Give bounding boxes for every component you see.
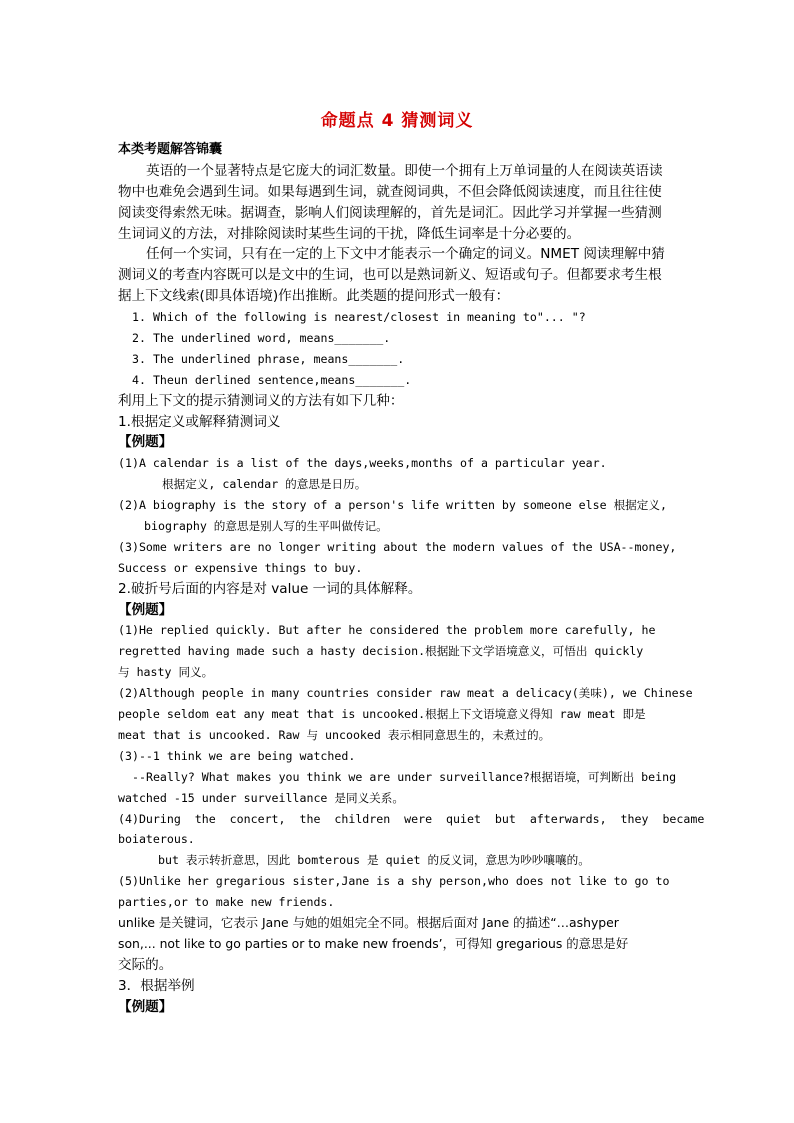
example-line: but 表示转折意思，因此 bomterous 是 quiet 的反义词，意思为吵吵嚷嚷的。 <box>158 853 590 868</box>
example-line: 根据定义, calendar 的意思是日历。 <box>162 477 367 492</box>
example-line: meat that is uncooked. Raw 与 uncooked 表示相同意思生的，未煮过的。 <box>118 727 551 742</box>
example-line: biography 的意思是别人写的生平叫做传记。 <box>144 519 388 534</box>
intro-line: 英语的一个显著特点是它庞大的词汇数量。即使一个拥有上万单词量的人在阅读英语读 <box>146 162 663 179</box>
example-line: (4)During the concert, the children were quiet but afterwards, they became <box>118 811 705 826</box>
intro-line: 据上下文线索(即具体语境)作出推断。此类题的提问形式一般有： <box>118 288 510 305</box>
example-line: (2)A biography is the story of a person's life written by someone else 根据定义, <box>118 498 667 513</box>
document-body <box>118 140 710 1017</box>
example-line: regretted having made such a hasty decision.根据趾下文学语境意义，可悟出 quickly <box>118 644 644 659</box>
method-1-title: 1.根据定义或解释猜测词义 <box>118 413 281 430</box>
example-line: (1)A calendar is a list of the days,weeks,months of a particular year. <box>118 456 607 471</box>
example-line: (5)Unlike her gregarious sister,Jane is a shy person,who does not like to go to <box>118 874 670 889</box>
example-label: 【例题】 <box>118 998 173 1015</box>
example-line: unlike 是关键词，它表示 Jane 与她的姐姐完全不同。根据后面对 Jane 的描述“…ashyper <box>118 914 619 930</box>
question-form: 2. The underlined word, means_______. <box>132 331 391 346</box>
example-line: (2)Although people in many countries consider raw meat a delicacy(美味), we Chinese <box>118 686 693 701</box>
intro-line: 生词词义的方法，对排除阅读时某些生词的干扰，降低生词率是十分必要的。 <box>118 225 581 242</box>
example-line: 与 hasty 同义。 <box>118 665 214 680</box>
example-line: --Really? What makes you think we are under surveillance?根据语境，可判断出 being <box>132 769 677 784</box>
example-line: 交际的。 <box>118 956 173 973</box>
intro-line: 阅读变得索然无味。据调查，影响人们阅读理解的，首先是词汇。因此学习并掌握一些猜测 <box>118 204 662 221</box>
example-line: Success or expensive things to buy. <box>118 560 363 575</box>
example-line: boiaterous. <box>118 832 195 847</box>
page-title: 命题点 4 猜测词义 <box>320 111 474 131</box>
method-2-title: 2.破折号后面的内容是对 value 一词的具体解释。 <box>118 580 422 597</box>
example-line: son,... not like to go parties or to make new froends’，可得知 gregarious 的意思是好 <box>118 935 629 951</box>
example-line: (1)He replied quickly. But after he considered the problem more carefully, he <box>118 623 656 638</box>
question-form: 4. Theun derlined sentence,means_______. <box>132 372 412 387</box>
example-label: 【例题】 <box>118 601 173 618</box>
example-line: (3)--1 think we are being watched. <box>118 748 356 763</box>
question-form: 1. Which of the following is nearest/closest in meaning to"... "? <box>132 310 586 325</box>
example-line: (3)Some writers are no longer writing about the modern values of the USA--money, <box>118 539 677 554</box>
question-form: 3. The underlined phrase, means_______. <box>132 351 405 366</box>
example-line: people seldom eat any meat that is uncooked.根据上下文语境意义得知 raw meat 即是 <box>118 707 646 722</box>
intro-line: 测词义的考查内容既可以是文中的生词，也可以是熟词新义、短语或句子。但都要求考生根 <box>118 267 662 284</box>
example-line: watched -15 under surveillance 是同义关系。 <box>118 790 404 805</box>
example-line: parties,or to make new friends. <box>118 895 335 910</box>
intro-line: 任何一个实词，只有在一定的上下文中才能表示一个确定的词义。NMET 阅读理解中猜 <box>146 246 665 263</box>
methods-intro: 利用上下文的提示猜测词义的方法有如下几种： <box>118 392 404 409</box>
intro-line: 物中也难免会遇到生词。如果每遇到生词，就查阅词典，不但会降低阅读速度，而且往往使 <box>118 183 662 200</box>
section-title: 本类考题解答锦囊 <box>118 142 223 157</box>
example-label: 【例题】 <box>118 434 173 451</box>
method-3-title: 3．根据举例 <box>118 977 195 994</box>
